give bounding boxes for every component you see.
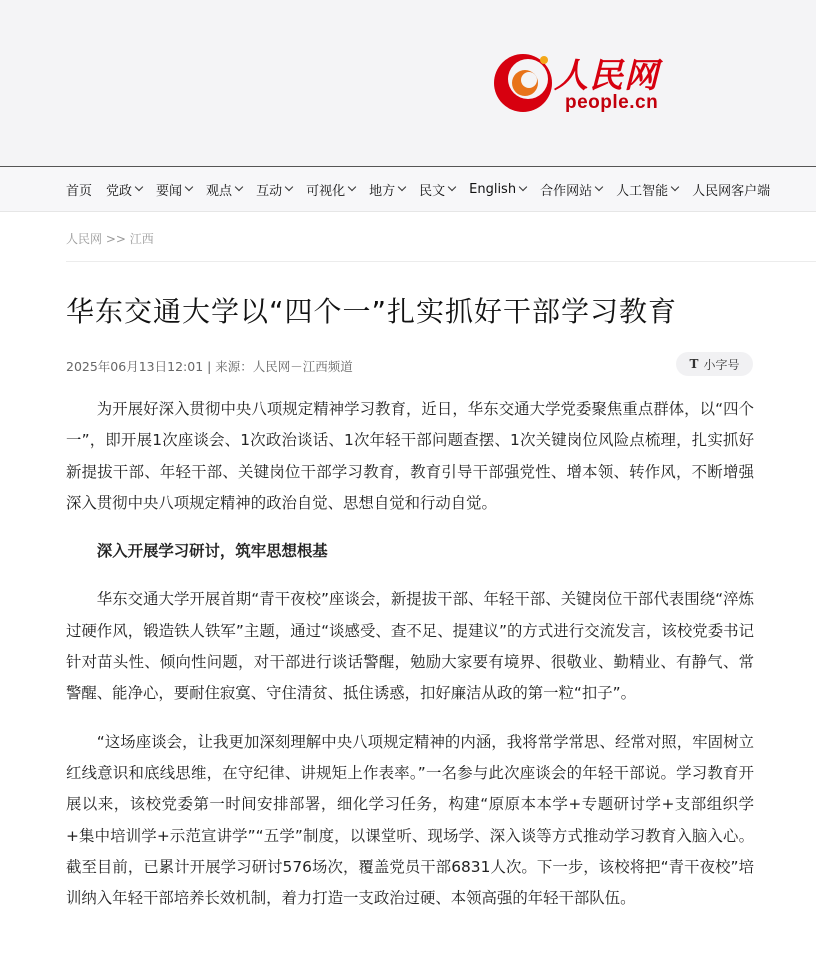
article-paragraph: 华东交通大学开展首期“青干夜校”座谈会，新提拔干部、年轻干部、关键岗位干部代表围绕“淬炼过硬作风，锻造铁人铁军”主题，通过“谈感受、查不足、提建议”的方式进行交流发言，该校党委书记针对苗头性、倾向性问题，对干部进行谈话警醒，勉励大家要有境界、很敬业、勤精业、有静气、常警醒、能净心，要耐住寂寞、守住清贫、抵住诱惑，扣好廉洁从政的第一粒“扣子”。 (66, 590, 754, 703)
nav-item[interactable] (692, 180, 770, 199)
article-paragraph: 为开展好深入贯彻中央八项规定精神学习教育，近日，华东交通大学党委聚焦重点群体，以“四个一”，即开展1次座谈会、1次政治谈话、1次年轻干部问题查摆、1次关键岗位风险点梳理，扎实抓好新提拔干部、年轻干部、关键岗位干部学习教育，教育引导干部强党性、增本领、转作风，不断增强深入贯彻中央八项规定精神的政治自觉、思想自觉和行动自觉。 (66, 400, 754, 512)
nav-item-label: English (469, 181, 517, 197)
nav-item[interactable] (156, 180, 192, 199)
chevron-down-icon (519, 183, 527, 191)
article-body (66, 394, 754, 931)
nav-item[interactable] (616, 180, 678, 199)
breadcrumb-home-link[interactable]: 人民网 (66, 232, 103, 246)
font-size-toggle-label: 小字号 (703, 357, 740, 372)
article-meta: 2025年06月13日12:01 | 来源：人民网－江西频道 (66, 359, 353, 374)
nav-item-label: 首页 (66, 183, 93, 199)
divider (66, 261, 816, 262)
chevron-down-icon (348, 183, 356, 191)
chevron-down-icon (135, 183, 143, 191)
breadcrumb-separator: >> (105, 232, 126, 246)
nav-item[interactable] (66, 180, 92, 199)
text-size-icon: T (689, 357, 699, 371)
top-banner (0, 0, 816, 167)
chevron-down-icon (595, 183, 603, 191)
people-cn-logo[interactable] (492, 48, 667, 118)
nav-item-label: 党政 (106, 183, 133, 199)
chevron-down-icon (235, 183, 243, 191)
nav-item-label: 地方 (369, 183, 396, 199)
nav-item-label: 民文 (419, 183, 446, 199)
nav-item[interactable] (106, 180, 142, 199)
nav-item-label: 互动 (256, 183, 283, 199)
chevron-down-icon (398, 183, 406, 191)
nav-item[interactable] (540, 180, 602, 199)
nav-item[interactable] (419, 180, 455, 199)
logo-text-cn: 人民网 (554, 56, 659, 96)
main-navbar (0, 167, 816, 212)
logo-text-en: people.cn (565, 92, 659, 113)
chevron-down-icon (671, 183, 679, 191)
article-paragraph: “这场座谈会，让我更加深刻理解中央八项规定精神的内涵，我将常学常思、经常对照，牢固树立红线意识和底线思维，在守纪律、讲规矩上作表率。”一名参与此次座谈会的年轻干部说。学习教育开展以来，该校党委第一时间安排部署，细化学习任务，构建“原原本本学+专题研讨学+支部组织学+集中培训学+示范宣讲学”“五学”制度，以课堂听、现场学、深入谈等方式推动学习教育入脑入心。截至目前，已累计开展学习研讨576场次，覆盖党员干部6831人次。下一步，该校将把“青干夜校”培训纳入年轻干部培养长效机制，着力打造一支政治过硬、本领高强的年轻干部队伍。 (66, 732, 754, 908)
nav-item[interactable] (206, 180, 242, 199)
nav-item-label: 人工智能 (616, 183, 669, 199)
font-size-toggle-button[interactable] (676, 352, 753, 376)
breadcrumb (66, 230, 154, 247)
nav-item-label: 人民网客户端 (692, 183, 771, 199)
nav-item[interactable] (256, 180, 292, 199)
breadcrumb-section-link[interactable]: 江西 (129, 232, 154, 246)
nav-item-label: 合作网站 (540, 183, 593, 199)
nav-item[interactable] (469, 182, 526, 197)
article-title: 华东交通大学以“四个一”扎实抓好干部学习教育 (66, 295, 678, 328)
nav-item[interactable] (306, 180, 355, 199)
nav-item-label: 要闻 (156, 183, 183, 199)
chevron-down-icon (448, 183, 456, 191)
nav-item-label: 可视化 (306, 183, 346, 199)
article-subheading: 深入开展学习研讨，筑牢思想根基 (96, 542, 328, 561)
chevron-down-icon (285, 183, 293, 191)
nav-item-label: 观点 (206, 183, 233, 199)
nav-list (66, 167, 784, 211)
logo-swirl-icon (492, 52, 554, 114)
chevron-down-icon (185, 183, 193, 191)
nav-item[interactable] (369, 180, 405, 199)
